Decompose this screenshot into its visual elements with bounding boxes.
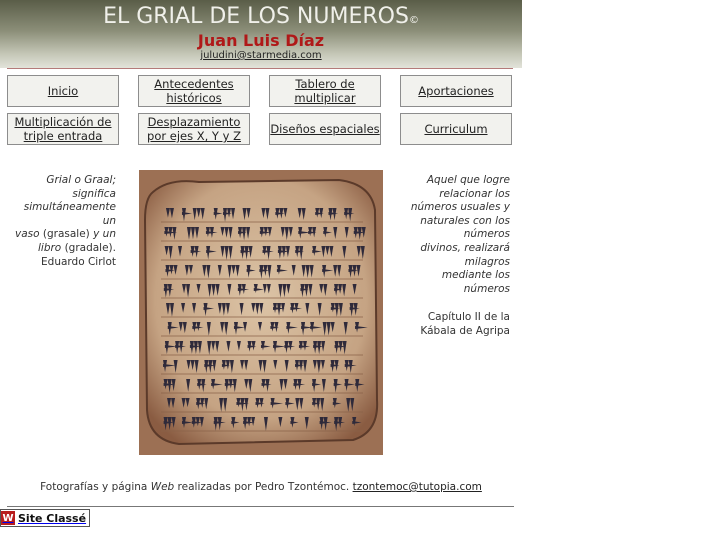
footer-credit: [0, 481, 522, 493]
tablet-illustration: [139, 170, 383, 455]
nav-curriculum-button[interactable]: Curriculum: [400, 113, 512, 145]
right-quote-line: divinos, realizará: [420, 241, 510, 254]
right-quote-line: números: [463, 282, 510, 295]
nav-disenos-button[interactable]: Diseños espaciales: [269, 113, 381, 145]
author-email: [0, 50, 522, 61]
left-quote: [8, 174, 116, 255]
right-source-line1: Capítulo II de la: [427, 311, 510, 323]
author-name: Juan Luis Díaz: [197, 31, 325, 50]
site-classe-logo-icon: W: [2, 512, 14, 524]
left-quote-line4b: (grasale): [39, 228, 94, 240]
left-quote-line4a: vaso: [15, 228, 40, 240]
footer-credit-text-b: realizadas por Pedro Tzontémoc.: [174, 481, 353, 493]
left-quote-author: Eduardo Cirlot: [41, 256, 116, 268]
nav-desplazamiento-button[interactable]: Desplazamiento por ejes X, Y y Z: [138, 113, 250, 145]
right-quote-line: números usuales y: [410, 201, 510, 214]
left-quote-line3: simultáneamente un: [23, 201, 116, 227]
nav-aportaciones-button[interactable]: Aportaciones: [400, 75, 512, 107]
left-quote-line5b: (gradale).: [61, 241, 116, 254]
site-title: [0, 4, 522, 29]
nav-tablero-button[interactable]: Tablero de multiplicar: [269, 75, 381, 107]
site-title-text: EL GRIAL DE LOS NUMEROS: [103, 4, 409, 29]
right-quote-line: milagros: [464, 255, 510, 268]
left-quote-line4c: y un: [93, 228, 116, 240]
left-quote-line2: significa: [72, 187, 116, 200]
footer-credit-text-a: Fotografías y página: [40, 481, 151, 493]
right-quote-line: números: [463, 228, 510, 241]
cuneiform-tablet-image: [139, 170, 383, 455]
right-quote: [400, 174, 510, 296]
right-quote-line: mediante los: [441, 269, 510, 282]
right-source-line2: Kábala de Agripa: [420, 325, 510, 337]
right-quote-line: relacionar los: [439, 187, 510, 200]
copyright-symbol: ©: [408, 15, 419, 26]
header-divider: [7, 68, 513, 69]
site-classe-badge[interactable]: [0, 509, 90, 527]
right-quote-line: Aquel que logre: [426, 174, 510, 186]
site-classe-label: Site Classé: [18, 511, 87, 525]
nav-antecedentes-button[interactable]: Antecedentes históricos: [138, 75, 250, 107]
nav-inicio-button[interactable]: Inicio: [7, 75, 119, 107]
footer-divider: [7, 506, 514, 507]
nav-grid: [7, 75, 515, 148]
right-quote-line: naturales con los: [420, 214, 510, 227]
site-header: [0, 0, 522, 68]
left-quote-line1: Grial o Graal;: [46, 174, 116, 186]
left-quote-line5a: libro: [37, 241, 62, 254]
footer-email-link[interactable]: tzontemoc@tutopia.com: [352, 481, 482, 493]
footer-credit-web: Web: [150, 481, 175, 493]
nav-multiplicacion-button[interactable]: Multiplicación de triple entrada: [7, 113, 119, 145]
right-quote-source: [400, 310, 510, 338]
author-email-link[interactable]: juludini@starmedia.com: [200, 50, 322, 61]
